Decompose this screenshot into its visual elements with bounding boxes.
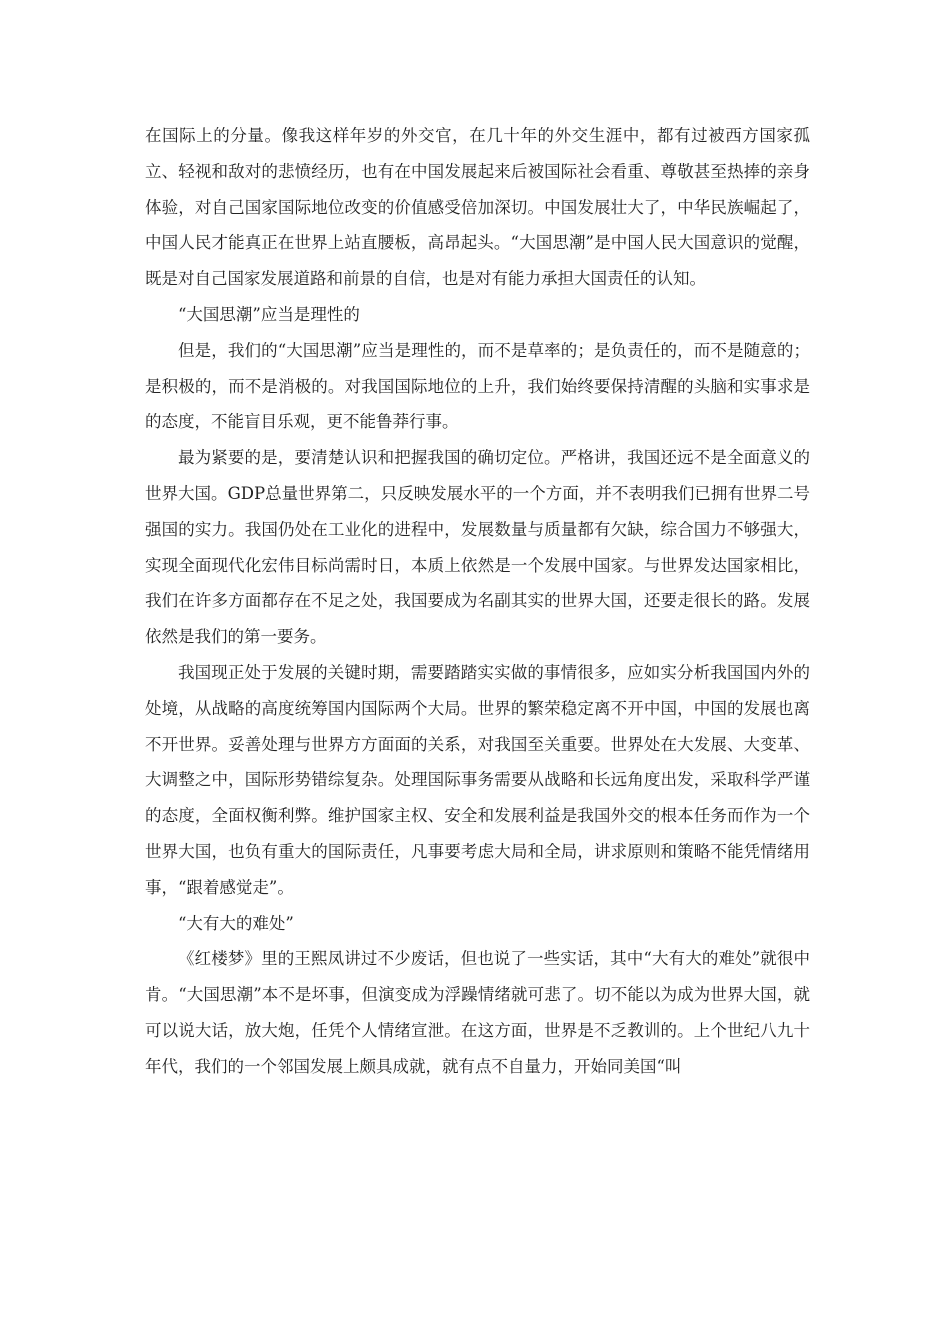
section-heading-difficulties: “大有大的难处” [178,913,294,933]
document-body [145,118,810,1085]
paragraph-continuation: 在国际上的分量。像我这样年岁的外交官，在几十年的外交生涯中，都有过被西方国家孤立、轻视和敌对的悲愤经历，也有在中国发展起来后被国际社会看重、尊敬甚至热捧的亲身体验，对自己国家国际地位改变的价值感受倍加深切。中国发展壮大了，中华民族崛起了，中国人民才能真正在世界上站直腰板，高昂起头。“大国思潮”是中国人民大国意识的觉醒，既是对自己国家发展道路和前景的自信，也是对有能力承担大国责任的认知。 [145,126,810,289]
paragraph: 最为紧要的是，要清楚认识和把握我国的确切定位。严格讲，我国还远不是全面意义的世界大国。GDP总量世界第二，只反映发展水平的一个方面，并不表明我们已拥有世界二号强国的实力。我国仍处在工业化的进程中，发展数量与质量都有欠缺，综合国力不够强大，实现全面现代化宏伟目标尚需时日，本质上依然是一个发展中国家。与世界发达国家相比，我们在许多方面都存在不足之处，我国要成为名副其实的世界大国，还要走很长的路。发展依然是我们的第一要务。 [145,448,810,647]
paragraph: 《红楼梦》里的王熙凤讲过不少废话，但也说了一些实话，其中“大有大的难处”就很中肯。“大国思潮”本不是坏事，但演变成为浮躁情绪就可悲了。切不能以为成为世界大国，就可以说大话，放大炮，任凭个人情绪宣泄。在这方面，世界是不乏教训的。上个世纪八九十年代，我们的一个邻国发展上颇具成就，就有点不自量力，开始同美国“叫 [145,949,810,1076]
paragraph: 但是，我们的“大国思潮”应当是理性的，而不是草率的；是负责任的，而不是随意的；是积极的，而不是消极的。对我国国际地位的上升，我们始终要保持清醒的头脑和实事求是的态度，不能盲目乐观，更不能鲁莽行事。 [145,340,810,432]
section-heading-rational: “大国思潮”应当是理性的 [178,304,360,324]
paragraph: 我国现正处于发展的关键时期，需要踏踏实实做的事情很多，应如实分析我国国内外的处境，从战略的高度统筹国内国际两个大局。世界的繁荣稳定离不开中国，中国的发展也离不开世界。妥善处理与世界方方面面的关系，对我国至关重要。世界处在大发展、大变革、大调整之中，国际形势错综复杂。处理国际事务需要从战略和长远角度出发，采取科学严谨的态度，全面权衡利弊。维护国家主权、安全和发展利益是我国外交的根本任务而作为一个世界大国，也负有重大的国际责任，凡事要考虑大局和全局，讲求原则和策略不能凭情绪用事，“跟着感觉走”。 [145,662,810,897]
